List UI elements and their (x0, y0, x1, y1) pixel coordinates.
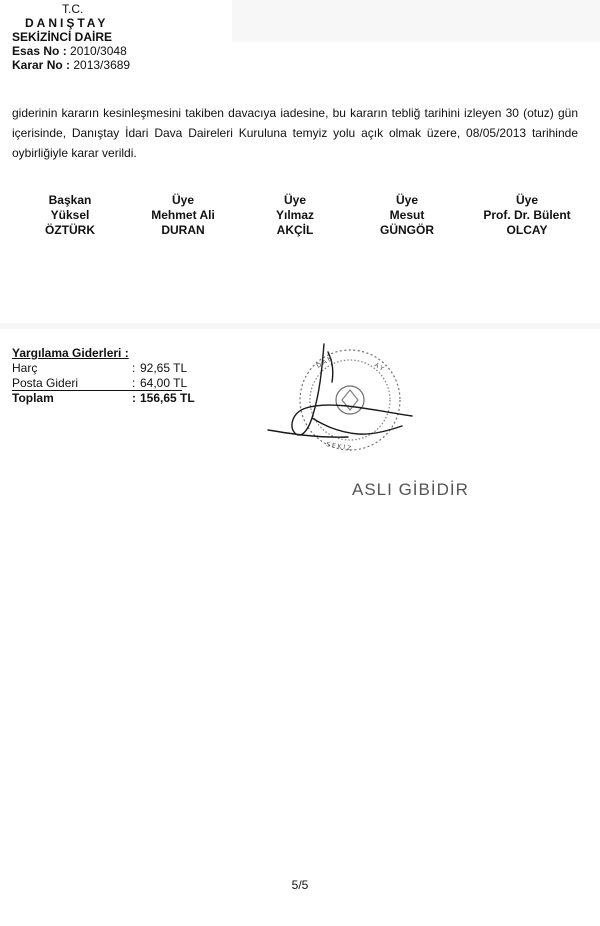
signatory-last-name: ÖZTÜRK (45, 223, 95, 237)
signatory-member-2 (240, 193, 350, 238)
expenses-heading: Yargılama Giderleri : (12, 346, 129, 360)
scan-artifact-top (232, 0, 600, 42)
decision-text: giderinin kararın kesinleşmesini takiben davacıya iadesine, bu kararın tebliğ tarihini izleyen 30 (otuz) gün içerisinde, Danıştay İdari Dava Daireleri Kuruluna temyiz yolu açık olmak üzere, 08/05/2013 tarihinde oybirliğiyle karar verildi. (12, 106, 578, 160)
expense-amount-harc: 92,65 TL (140, 361, 188, 375)
signatory-title: Başkan (48, 193, 92, 207)
expense-colon: : (132, 361, 136, 375)
signatory-last-name: OLCAY (506, 223, 548, 237)
signatory-last-name: DURAN (161, 223, 205, 237)
decision-paragraph (12, 103, 578, 163)
expenses-block (12, 346, 212, 408)
signatory-last-name: GÜNGÖR (380, 223, 434, 237)
scan-artifact-band (0, 323, 600, 329)
signatory-first-name: Yüksel (50, 208, 90, 222)
svg-text:S E K İ Z: S E K İ Z (325, 441, 352, 453)
signatory-first-name: Prof. Dr. Bülent (483, 208, 571, 222)
signatory-title: Üye (395, 193, 418, 207)
expense-label-harc: Harç (12, 361, 38, 375)
signatory-member-4 (464, 193, 590, 238)
signatory-first-name: Mesut (389, 208, 425, 222)
seal-icon (300, 350, 400, 453)
esas-value: 2010/3048 (70, 44, 127, 58)
expense-label-posta: Posta Gideri (12, 376, 182, 391)
document-header (12, 2, 232, 72)
signatory-last-name: AKÇİL (276, 223, 314, 237)
seal-lettering-icon (316, 355, 386, 452)
expense-label-total: Toplam (12, 391, 54, 405)
signatory-title: Üye (515, 193, 538, 207)
header-chamber: SEKİZİNCİ DAİRE (12, 30, 113, 44)
header-esas (12, 44, 232, 58)
svg-text:A Y: A Y (373, 361, 385, 373)
signatory-title: Üye (171, 193, 194, 207)
svg-text:D A N: D A N (315, 355, 334, 370)
expense-amount-posta: 64,00 TL (140, 376, 188, 390)
expense-amount-total: 156,65 TL (140, 391, 195, 405)
page-number: 5/5 (291, 878, 309, 892)
certification-stamp: ASLI GİBİDİR (352, 480, 469, 499)
court-seal-stamp (262, 338, 422, 468)
expense-colon: : (132, 376, 136, 390)
signatory-first-name: Mehmet Ali (151, 208, 215, 222)
karar-value: 2013/3689 (73, 58, 131, 72)
signatory-president (15, 193, 125, 238)
esas-label: Esas No : (12, 44, 67, 58)
signatory-title: Üye (283, 193, 306, 207)
expense-colon: : (132, 391, 136, 405)
header-tc: T.C. (62, 2, 84, 16)
header-karar (12, 58, 232, 72)
signatory-member-1 (128, 193, 238, 238)
signatory-member-3 (352, 193, 462, 238)
header-court: DANIŞTAY (25, 16, 109, 30)
signatory-first-name: Yılmaz (275, 208, 314, 222)
karar-label: Karar No : (12, 58, 71, 72)
